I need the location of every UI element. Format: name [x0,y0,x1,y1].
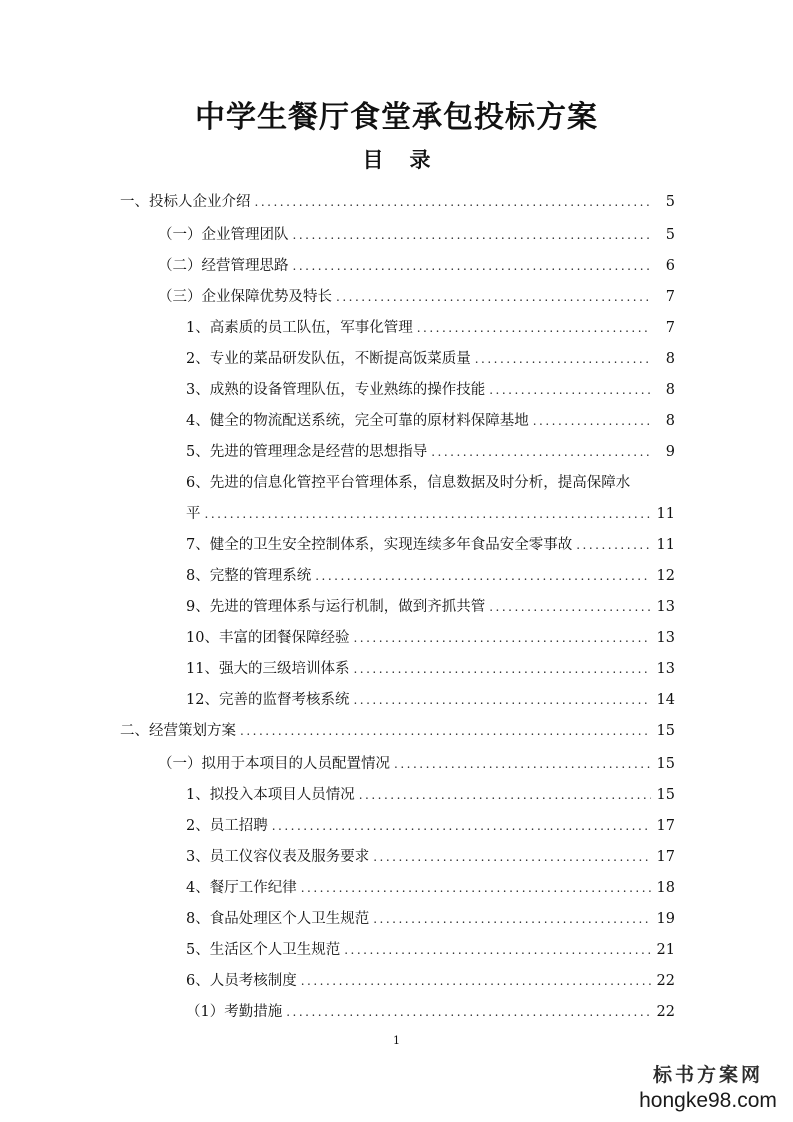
toc-leader-dots [417,316,651,340]
toc-entry-text: （1）考勤措施 [186,1004,283,1020]
toc-entry-text: 5、生活区个人卫生规范 [186,942,341,958]
toc-entry-text: 8、食品处理区个人卫生规范 [186,911,370,927]
toc-entry-18[interactable] [158,752,675,776]
toc-entry-page: 18 [656,880,675,896]
toc-entry-16[interactable] [186,688,675,712]
toc-leader-dots [286,1000,651,1024]
toc-entry-text: 3、成熟的设备管理队伍，专业熟练的操作技能 [186,382,486,398]
toc-entry-page: 8 [665,413,675,429]
toc-entry-9[interactable] [186,440,675,464]
toc-entry-text: 平 [186,506,201,522]
toc-entry-page: 7 [665,289,675,305]
toc-entry-17[interactable] [120,719,675,743]
toc-entry-23[interactable] [186,907,675,931]
toc-leader-dots [240,719,651,743]
toc-leader-dots [344,938,651,962]
toc-leader-dots [489,595,651,619]
toc-entry-4[interactable] [158,285,675,309]
toc-entry-page: 14 [656,692,675,708]
toc-heading: 目录 [362,147,457,172]
toc-leader-dots [255,190,652,214]
toc-entry-page: 8 [665,382,675,398]
toc-entry-page: 21 [656,942,675,958]
toc-entry-text: 6、人员考核制度 [186,973,297,989]
toc-entry-page: 15 [656,756,675,772]
toc-entry-text: 一、投标人企业介绍 [120,194,251,210]
toc-entry-21[interactable] [186,845,675,869]
toc-entry-8[interactable] [186,409,675,433]
toc-leader-dots [576,533,651,557]
toc-entry-page: 13 [656,630,675,646]
toc-leader-dots [272,814,651,838]
toc-entry-page: 15 [656,787,675,803]
toc-leader-dots [475,347,651,371]
toc-leader-dots [301,876,651,900]
toc-entry-26[interactable] [186,1000,675,1024]
toc-leader-dots [533,409,651,433]
toc-entry-page: 5 [665,227,675,243]
toc-entry-text: 12、完善的监督考核系统 [186,692,350,708]
toc-leader-dots [293,223,652,247]
toc-entry-2[interactable] [158,223,675,247]
toc-entry-text: 1、拟投入本项目人员情况 [186,787,355,803]
toc-leader-dots [353,626,651,650]
toc-entry-page: 6 [665,258,675,274]
toc-entry-text: 3、员工仪容仪表及服务要求 [186,849,370,865]
toc-entry-text: （二）经营管理思路 [158,258,289,274]
toc-entry-page: 5 [665,194,675,210]
toc-entry-1[interactable] [120,190,675,214]
toc-entry-text: 4、健全的物流配送系统，完全可靠的原材料保障基地 [186,413,529,429]
toc-entry-text: 1、高素质的员工队伍，军事化管理 [186,320,413,336]
toc-entry-page: 13 [656,599,675,615]
toc-entry-page: 12 [656,568,675,584]
toc-leader-dots [353,657,651,681]
toc-entry-20[interactable] [186,814,675,838]
toc-entry-text: 5、先进的管理理念是经营的思想指导 [186,444,428,460]
toc-entry-page: 22 [656,1004,675,1020]
toc-entry-text: 2、员工招聘 [186,818,268,834]
toc-entry-text: 11、强大的三级培训体系 [186,661,350,677]
toc-entry-11[interactable] [186,533,675,557]
toc-entry-7[interactable] [186,378,675,402]
toc-entry-page: 22 [656,973,675,989]
toc-entry-5[interactable] [186,316,675,340]
toc-entry-text: 9、先进的管理体系与运行机制，做到齐抓共管 [186,599,486,615]
toc-entry-6[interactable] [186,347,675,371]
watermark-site-url: hongke98.com [639,1089,777,1112]
toc-entry-page: 11 [656,537,675,553]
toc-leader-dots [353,688,651,712]
toc-entry-text: 二、经营策划方案 [120,723,236,739]
toc-leader-dots [336,285,651,309]
page-number: 1 [393,1034,400,1047]
toc-entry-13[interactable] [186,595,675,619]
toc-entry-24[interactable] [186,938,675,962]
toc-entry-page: 11 [656,506,675,522]
toc-leader-dots [489,378,651,402]
toc-leader-dots [359,783,651,807]
toc-entry-page: 8 [665,351,675,367]
toc-entry-page: 17 [656,818,675,834]
toc-entry-text: （一）企业管理团队 [158,227,289,243]
toc-entry-page: 9 [665,444,675,460]
toc-entry-text: 10、丰富的团餐保障经验 [186,630,350,646]
document-title: 中学生餐厅食堂承包投标方案 [195,100,598,135]
toc-leader-dots [301,969,651,993]
toc-entry-text: （一）拟用于本项目的人员配置情况 [158,756,390,772]
toc-leader-dots [373,907,651,931]
toc-entry-12[interactable] [186,564,675,588]
toc-leader-dots [293,254,652,278]
toc-entry-page: 7 [665,320,675,336]
toc-entry-25[interactable] [186,969,675,993]
toc-entry-10[interactable] [186,502,675,526]
toc-entry-page: 15 [656,723,675,739]
toc-leader-dots [431,440,651,464]
toc-entry-page: 17 [656,849,675,865]
toc-entry-text: 8、完整的管理系统 [186,568,312,584]
toc-leader-dots [205,502,652,526]
toc-entry-text: 2、专业的菜品研发队伍，不断提高饭菜质量 [186,351,471,367]
toc-entry-22[interactable] [186,876,675,900]
toc-entry-3[interactable] [158,254,675,278]
watermark-site-name: 标书方案网 [652,1065,763,1086]
toc-entry-15[interactable] [186,657,675,681]
toc-entry-text: （三）企业保障优势及特长 [158,289,332,305]
toc-leader-dots [394,752,651,776]
toc-entry-10-line1[interactable]: 6、先进的信息化管控平台管理体系，信息数据及时分析，提高保障水 [186,475,631,491]
toc-leader-dots [315,564,651,588]
toc-entry-page: 13 [656,661,675,677]
toc-leader-dots [373,845,651,869]
toc-entry-page: 19 [656,911,675,927]
toc-entry-19[interactable] [186,783,675,807]
toc-entry-text: 7、健全的卫生安全控制体系，实现连续多年食品安全零事故 [186,537,573,553]
toc-entry-text: 4、餐厅工作纪律 [186,880,297,896]
toc-entry-14[interactable] [186,626,675,650]
site-watermark [633,1064,783,1114]
